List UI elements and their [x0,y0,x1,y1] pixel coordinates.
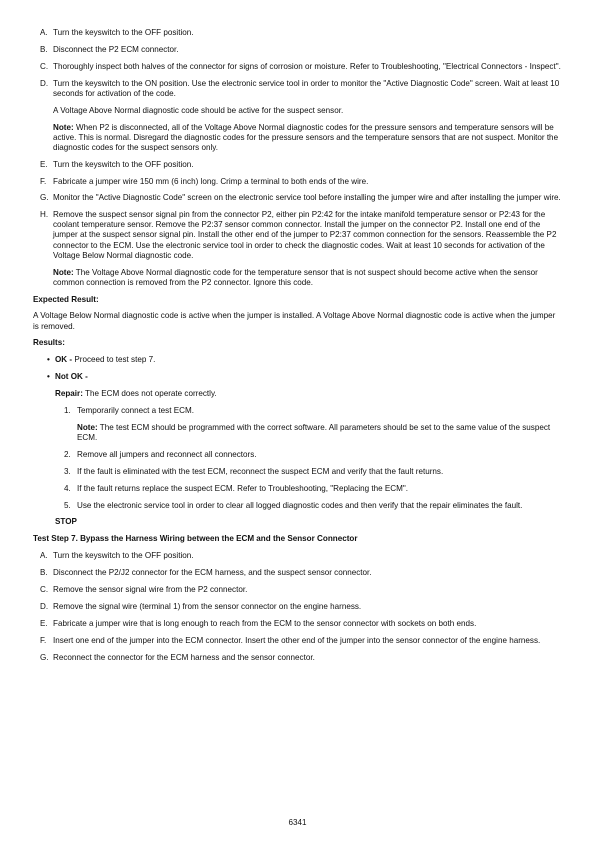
step-letter: A. [40,551,48,561]
step-letter: F. [40,176,47,186]
step-letter: H. [40,210,49,220]
result-ok [33,355,563,365]
document-page [33,28,563,669]
repair-note [33,423,563,443]
repair-step [33,406,563,416]
repair-text: The ECM does not operate correctly. [85,389,217,399]
bullet-dot: • [47,355,50,365]
repair-step [33,484,563,494]
step-text: Monitor the "Active Diagnostic Code" screen on the electronic service tool before installing the jumper wire and after installing the jumper wire. [53,193,561,203]
repair-step [33,501,563,511]
repair-step-number: 4. [64,483,71,493]
step-text: Thoroughly inspect both halves of the connector for signs of corrosion or moisture. Refer to Troubleshooting, "Electrical Connectors - Inspect". [53,61,561,71]
repair-step-number: 2. [64,449,71,459]
result-not-ok [33,372,563,382]
step-item [33,177,563,187]
repair-step-text: If the fault is eliminated with the test ECM, reconnect the suspect ECM and verify that the fault returns. [77,466,444,476]
step-letter: G. [40,193,49,203]
stop-label: STOP [55,517,77,527]
step-text: Insert one end of the jumper into the ECM connector. Insert the other end of the jumper into the sensor connector of the engine harness. [53,635,541,645]
step-text: Fabricate a jumper wire that is long enough to reach from the ECM to the sensor connector with sockets on both ends. [53,618,477,628]
step-item [33,193,563,203]
step-text: Turn the keyswitch to the OFF position. [53,28,194,37]
bullet-dot: • [47,372,50,382]
repair-step-number: 5. [64,500,71,510]
step-h-note [33,268,563,288]
step-7-heading: Test Step 7. Bypass the Harness Wiring between the ECM and the Sensor Connector [33,534,358,544]
step-letter: C. [40,61,49,71]
step-item [33,619,563,629]
ok-text: Proceed to test step 7. [74,355,156,365]
expected-result-heading: Expected Result: [33,294,99,304]
repair-line [33,389,563,399]
repair-step-text: Temporarily connect a test ECM. [77,405,194,415]
step-item [33,602,563,612]
step-text: Fabricate a jumper wire 150 mm (6 inch) long. Crimp a terminal to both ends of the wire. [53,176,369,186]
step-text: Remove the signal wire (terminal 1) from the sensor connector on the engine harness. [53,601,362,611]
repair-step [33,450,563,460]
step-letter: F. [40,635,47,645]
note-text: When P2 is disconnected, all of the Voltage Above Normal diagnostic codes for the pressure sensors and temperature sensors will be active. This is normal. Disregard the diagnostic codes for the pressure sensors and the temperature sensors that are not suspect. Monitor the diagnostic codes for the suspect sensors only. [53,122,559,152]
repair-step-text: Remove all jumpers and reconnect all connectors. [77,449,257,459]
step-text: Turn the keyswitch to the OFF position. [53,159,194,169]
repair-step-text: If the fault returns replace the suspect ECM. Refer to Troubleshooting, "Replacing the ECM". [77,483,409,493]
step-text: Turn the keyswitch to the ON position. Use the electronic service tool in order to monitor the "Active Diagnostic Code" screen. Wait at least 10 seconds for activation of the code. [53,78,560,98]
results-heading: Results: [33,338,65,348]
repair-label: Repair: [55,389,83,399]
step-list-top [33,28,563,288]
step-letter: B. [40,44,48,54]
repair-step-number: 3. [64,466,71,476]
step-item [33,45,563,55]
repair-step-text: Use the electronic service tool in order to clear all logged diagnostic codes and then verify that the repair eliminates the fault. [77,500,523,510]
step-d-paragraph: A Voltage Above Normal diagnostic code should be active for the suspect sensor. [53,105,344,115]
step-letter: C. [40,584,49,594]
note-label: Note: [77,422,98,432]
step-list-bottom [33,551,563,662]
step-item [33,653,563,663]
step-text: Disconnect the P2 ECM connector. [53,44,179,54]
note-label: Note: [53,122,74,132]
step-item [33,551,563,561]
step-letter: A. [40,28,48,37]
step-letter: D. [40,78,49,88]
repair-step [33,467,563,477]
note-text: The Voltage Above Normal diagnostic code for the temperature sensor that is not suspect should become active when the sensor common connection is removed from the P2 connector. Ignore this code. [53,267,538,287]
step-letter: G. [40,652,49,662]
step-text: Remove the suspect sensor signal pin from the connector P2, either pin P2:42 for the intake manifold temperature sensor or P2:43 for the coolant temperature sensor. Remove the P2:37 sensor common connector. Install the jumper on the connector P2. Install one end of the jumper at the suspect sensor signal pin. Install the other end of the jumper to P2:37 common connection for the sensors. Reassemble the P2 connector to the ECM. Use the electronic service tool in order to check the diagnostic codes. Wait at least 10 seconds for activation of the Voltage Below Normal diagnostic code. [53,210,557,260]
step-item [33,160,563,170]
repair-step-number: 1. [64,405,71,415]
step-item [33,636,563,646]
step-text: Turn the keyswitch to the OFF position. [53,551,194,561]
step-item [33,210,563,260]
ok-label: OK - [55,355,73,365]
step-item [33,62,563,72]
page-number: 6341 [288,818,307,827]
expected-result-text: A Voltage Below Normal diagnostic code is active when the jumper is installed. A Voltage Above Normal diagnostic code is active when the jumper is removed. [33,311,556,331]
step-d-note [33,123,563,153]
step-text: Remove the sensor signal wire from the P2 connector. [53,584,248,594]
step-letter: E. [40,159,48,169]
step-text: Disconnect the P2/J2 connector for the ECM harness, and the suspect sensor connector. [53,568,372,578]
step-letter: B. [40,568,48,578]
step-item [33,28,563,38]
step-letter: D. [40,601,49,611]
step-letter: E. [40,618,48,628]
step-text: Reconnect the connector for the ECM harness and the sensor connector. [53,652,315,662]
step-item [33,79,563,99]
step-item [33,568,563,578]
note-text: The test ECM should be programmed with the correct software. All parameters should be set to the same value of the suspect ECM. [77,422,551,442]
note-label: Note: [53,267,74,277]
step-item [33,585,563,595]
not-ok-label: Not OK - [55,372,88,382]
